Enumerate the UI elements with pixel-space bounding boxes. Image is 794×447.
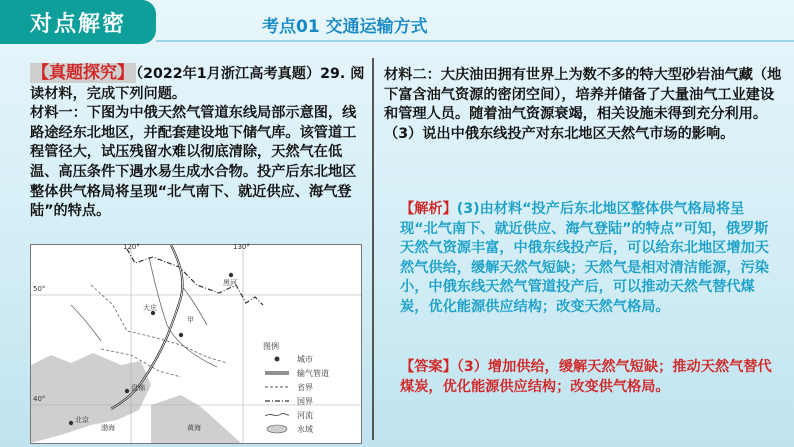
province-border-symbol-icon [263,382,291,392]
pipeline-symbol-icon [263,368,291,378]
question-intro: （2022年1月浙江高考真题）29. 阅读材料，完成下列问题。 [30,66,365,102]
answer-text: （3）增加供给，缓解天然气短缺；推动天然气替代煤炭，优化能源供应结构；改变供气格局。 [400,359,772,395]
lon-label-120: 120° [123,243,140,251]
legend-row-national [263,394,359,408]
legend-label-city: 城市 [297,354,313,364]
place-heihe: 黑河 [223,279,237,287]
lon-label-130: 130° [233,243,250,251]
question-text: （3）说出中俄东线投产对东北地区天然气市场的影响。 [384,125,735,142]
national-border-symbol-icon [263,396,291,406]
column-divider [372,58,374,440]
topic-title: 考点01 交通运输方式 [262,17,428,37]
question-material-one [30,64,368,222]
river-symbol-icon [263,410,291,420]
section-tag: 对点解密 [0,0,156,44]
map-legend [263,341,359,436]
legend-label-river: 河流 [297,410,313,420]
lat-label-50: 50° [33,285,46,293]
place-yellow-sea: 黄海 [187,424,201,432]
lat-label-40: 40° [33,395,46,403]
real-exam-highlight: 【真题探究】 [32,63,134,83]
water-symbol-icon [263,424,291,434]
question-material-two [384,66,782,144]
legend-label-national: 国界 [297,396,313,406]
analysis-block [400,200,780,318]
answer-label: 【答案】 [400,359,457,375]
answer-block [400,358,780,397]
place-jia: 甲 [187,316,194,324]
pipeline-map [30,244,362,444]
material-one-text: 材料一：下图为中俄天然气管道东线局部示意图，线路途经东北地区，并配套建设地下储气库。该管道工程管径大，试压残留水难以彻底清除，天然气在低温、高压条件下遇水易生成水合物。投产后东北地区整体供气格局将呈现“北气南下、就近供应、海气登陆”的特点。 [30,105,357,220]
place-bohai: 渤海 [101,424,115,432]
legend-label-province: 省界 [297,382,313,392]
legend-label-water: 水域 [297,424,313,434]
city-symbol-icon [263,354,291,364]
legend-row-province [263,380,359,394]
legend-row-city [263,352,359,366]
legend-row-river [263,408,359,422]
legend-label-pipeline: 输气管道 [297,368,329,378]
legend-row-water [263,422,359,436]
header-rule [156,40,794,42]
place-daqing: 大庆 [143,304,157,312]
legend-title: 图例 [263,342,279,351]
legend-row-pipeline [263,366,359,380]
analysis-label: 【解析】 [400,201,457,217]
material-two-text: 材料二：大庆油田拥有世界上为数不多的特大型砂岩油气藏（地下富含油气资源的密闭空间），培养并储备了大量油气工业建设和管理人员。随着油气资源衰竭，相关设施未得到充分利用。 [384,67,782,123]
place-beijing: 北京 [75,416,89,424]
analysis-text: (3)由材料“投产后东北地区整体供气格局将呈现“北气南下、就近供应、海气登陆”的特点”可知，俄罗斯天然气资源丰富，中俄东线投产后，可以给东北地区增加天然气供给，缓解天然气短缺；天然气是相对清洁能源，污染小，中俄东线天然气管道投产后，可以推动天然气替代煤炭，优化能源供应结构；改变天然气格局。 [400,201,769,315]
place-panjin: 盘锦 [131,384,145,392]
